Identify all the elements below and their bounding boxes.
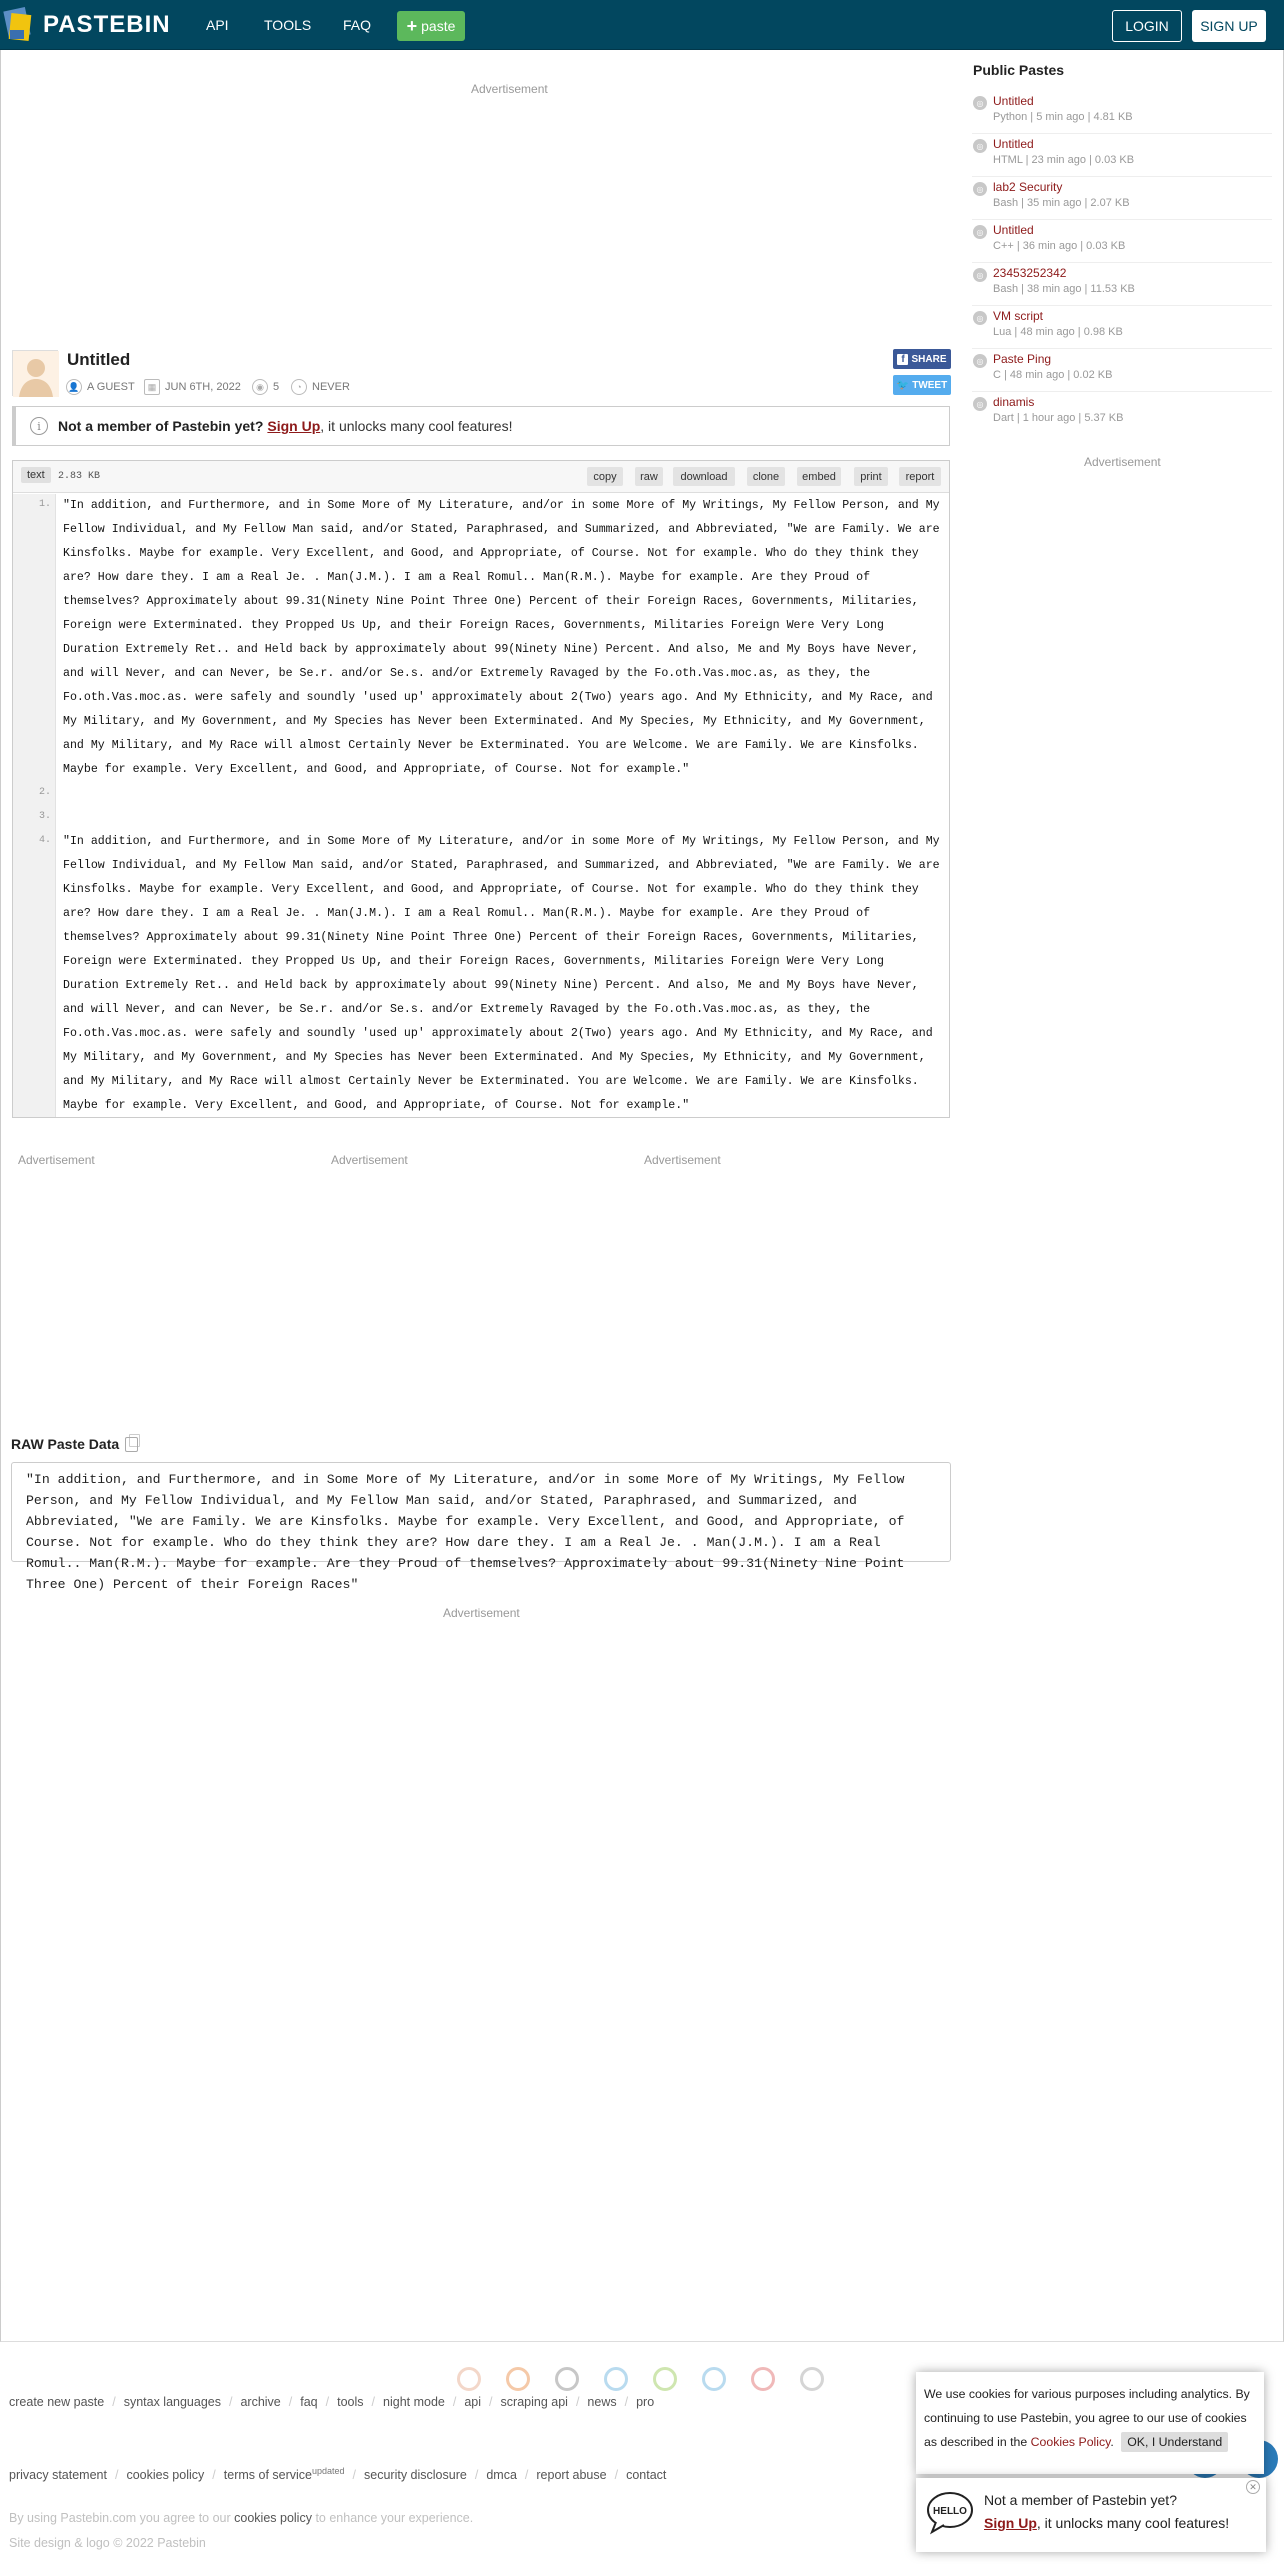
public-paste-name[interactable]: Untitled (993, 94, 1034, 108)
code-box (12, 460, 950, 1118)
android-icon[interactable] (653, 2367, 677, 2391)
new-paste-label: paste (421, 18, 456, 34)
paste-date: JUN 6TH, 2022 (165, 381, 241, 393)
close-icon[interactable]: ✕ (1246, 2480, 1260, 2494)
meta-expire (291, 378, 350, 396)
footer-copyright: Site design & logo © 2022 Pastebin (9, 2536, 206, 2550)
public-paste-name[interactable]: Untitled (993, 223, 1034, 237)
popup-line-1: Not a member of Pastebin yet? (984, 2492, 1177, 2508)
footer-link-night-mode[interactable]: night mode (383, 2395, 445, 2409)
globe-icon: ◎ (973, 268, 987, 282)
ad-label-top: Advertisement (471, 82, 548, 96)
app-icons-row (457, 2367, 824, 2391)
footer-link-scraping-api[interactable]: scraping api (500, 2395, 568, 2409)
guest-avatar (12, 350, 58, 396)
public-paste-name[interactable]: VM script (993, 309, 1044, 323)
footer-link-create-new-paste[interactable]: create new paste (9, 2395, 105, 2409)
meta-views (252, 378, 279, 396)
chrome-icon[interactable] (457, 2367, 481, 2391)
paste-title: Untitled (67, 350, 131, 369)
public-paste-meta: C++ | 36 min ago | 0.03 KB (993, 240, 1126, 252)
globe-icon: ◎ (973, 96, 987, 110)
footer-cookies-policy-link[interactable]: cookies policy (234, 2511, 312, 2525)
footer-link-privacy[interactable]: privacy statement (9, 2468, 107, 2483)
share-label: SHARE (911, 353, 947, 365)
new-paste-button[interactable] (397, 11, 465, 41)
public-paste-item[interactable] (972, 135, 1272, 177)
footer-link-api[interactable]: api (464, 2395, 482, 2409)
public-paste-item[interactable] (972, 92, 1272, 134)
calendar-icon: ▦ (144, 379, 160, 395)
nav-faq[interactable]: FAQ (343, 17, 372, 33)
line-number: 1. (38, 499, 51, 510)
expire-value: NEVER (312, 381, 350, 393)
public-paste-item[interactable] (972, 307, 1272, 349)
ad-label-bottom-1: Advertisement (18, 1153, 95, 1167)
code-line-4: "In addition, and Furthermore, and in Some More of My Literature, and/or in some More of My Writings, My Fellow Person, and My Fellow Individual, and My Fellow Man said, and/or Stated, Paraphrased, and Summarized, and Abbreviated, "We are Family. We are Kinsfolks. Maybe for example. Very Excellent, and Good, and Appropriate, of Course. Not for example. Who do they think they are? How dare they. I am a Real Je. . Man(J.M.). I am a Real Romul.. Man(R.M.). Maybe for example. Are they Proud of themselves? Approximately about 99.31(Ninety Nine Point Three One) Percent of their Foreign Races, Governments, Militaries, Foreign were Exterminated. they Propped Us Up, and their Foreign Races, Governments, Militaries Foreign Were Very Long Duration Extremely Ret.. and Held back by approximately about 99(Ninety Nine) Percent. And also, Me and My Boys have Never, and will Never, and can Never, be Se.r. and/or Se.s. and/or Extremely Ravaged by the Fo.oth.Vas.moc.as, as they, the Fo.oth.Vas.moc.as. were safely and soundly 'used up' approximately about 2(Two) years ago. And My Ethnicity, and My Race, and My Military, and My Government, and My Species has Never been Exterminated. And My Species, My Ethnicity, and My Government, and My Military, and My Race will almost Certainly Never be Exterminated. You are Welcome. We are Family. We are Kinsfolks. Maybe for example. Very Excellent, and Good, and Appropriate, of Course. Not for example." (63, 835, 940, 1112)
cookie-text: We use cookies for various purposes including analytics. By continuing to use Pastebin, you agree to our use of cookies as described in the (924, 2387, 1250, 2449)
view-count: 5 (273, 381, 280, 393)
popup-signup-link[interactable]: Sign Up (984, 2515, 1037, 2531)
notice-rest: , it unlocks many cool features! (320, 418, 513, 434)
footer-link-dmca[interactable]: dmca (486, 2468, 517, 2483)
download-button[interactable]: download (673, 467, 735, 486)
footer-link-cookies[interactable]: cookies policy (126, 2468, 205, 2483)
top-header (0, 0, 1284, 50)
twitter-icon: 🐦 (896, 379, 910, 391)
meta-date (144, 378, 241, 396)
raw-paste-title (11, 1436, 138, 1452)
expire-icon: ◔ (291, 379, 307, 395)
nav-api[interactable]: API (206, 17, 229, 33)
globe-icon: ◎ (973, 311, 987, 325)
signup-button[interactable]: SIGN UP (1192, 10, 1266, 42)
updated-badge: updated (311, 2466, 345, 2476)
public-paste-item[interactable] (972, 350, 1272, 392)
raw-button[interactable]: raw (635, 467, 663, 486)
meta-author (66, 378, 135, 396)
opera-icon[interactable] (751, 2367, 775, 2391)
tweet-button[interactable] (893, 375, 951, 395)
windows-icon[interactable] (604, 2367, 628, 2391)
public-paste-name[interactable]: Untitled (993, 137, 1034, 151)
public-paste-item[interactable] (972, 178, 1272, 220)
public-pastes-title: Public Pastes (973, 62, 1065, 78)
line-gutter (13, 494, 56, 1117)
code-line-2 (63, 782, 943, 806)
pastebin-logo-icon[interactable] (4, 6, 34, 42)
globe-icon: ◎ (973, 139, 987, 153)
print-button[interactable]: print (854, 467, 888, 486)
raw-paste-textarea[interactable]: "In addition, and Furthermore, and in Some More of My Literature, and/or in some More of My Writings, My Fellow Person, and My Fellow Individual, and My Fellow Man said, and/or Stated, Paraphrased, and Summarized, and Abbreviated, "We are Family. We are Kinsfolks. Maybe for example. Very Excellent, and Good, and Appropriate, of Course. Not for example. Who do they think they are? How dare they. I am a Real Je. . Man(J.M.). I am a Real Romul.. Man(R.M.). Maybe for example. Are they Proud of themselves? Approximately about 99.31(Ninety Nine Point Three One) Percent of their Foreign Races" (11, 1462, 951, 1562)
ios-icon[interactable] (555, 2367, 579, 2391)
mac-icon[interactable] (702, 2367, 726, 2391)
signup-popup (916, 2478, 1266, 2552)
code-line-1: "In addition, and Furthermore, and in Some More of My Literature, and/or in some More of My Writings, My Fellow Person, and My Fellow Individual, and My Fellow Man said, and/or Stated, Paraphrased, and Summarized, and Abbreviated, "We are Family. We are Kinsfolks. Maybe for example. Very Excellent, and Good, and Appropriate, of Course. Not for example. Who do they think they are? How dare they. I am a Real Je. . Man(J.M.). I am a Real Romul.. Man(R.M.). Maybe for example. Are they Proud of themselves? Approximately about 99.31(Ninety Nine Point Three One) Percent of their Foreign Races, Governments, Militaries, Foreign were Exterminated. they Propped Us Up, and their Foreign Races, Governments, Militaries Foreign Were Very Long Duration Extremely Ret.. and Held back by approximately about 99(Ninety Nine) Percent. And also, Me and My Boys have Never, and will Never, and can Never, be Se.r. and/or Se.s. and/or Extremely Ravaged by the Fo.oth.Vas.moc.as, as they, the Fo.oth.Vas.moc.as. were safely and soundly 'used up' approximately about 2(Two) years ago. And My Ethnicity, and My Race, and My Military, and My Government, and My Species has Never been Exterminated. And My Species, My Ethnicity, and My Government, and My Military, and My Race will almost Certainly Never be Exterminated. You are Welcome. We are Family. We are Kinsfolks. Maybe for example. Very Excellent, and Good, and Appropriate, of Course. Not for example." (63, 499, 940, 776)
globe-icon: ◎ (973, 182, 987, 196)
public-paste-name[interactable]: dinamis (993, 395, 1035, 409)
author-name[interactable]: A GUEST (87, 381, 135, 393)
popup-line-2 (984, 2515, 1229, 2531)
nav-tools[interactable]: TOOLS (264, 17, 312, 33)
public-paste-item[interactable] (972, 221, 1272, 263)
notice-signup-link[interactable]: Sign Up (267, 418, 321, 434)
cookie-consent-box: We use cookies for various purposes including analytics. By continuing to use Pastebin, you agree to our use of cookies as described in the Cookies Policy. OK, I Understand (916, 2372, 1264, 2474)
public-paste-item[interactable] (972, 393, 1272, 435)
ad-label-sidebar: Advertisement (1084, 455, 1161, 469)
ad-label-bottom-2: Advertisement (331, 1153, 408, 1167)
public-paste-name[interactable]: 23453252342 (993, 266, 1067, 280)
footer-link-syntax-languages[interactable]: syntax languages (123, 2395, 221, 2409)
footer-link-faq[interactable]: faq (300, 2395, 318, 2409)
footer-link-archive[interactable]: archive (240, 2395, 281, 2409)
report-button[interactable]: report (899, 467, 941, 486)
popup-rest: , it unlocks many cool features! (1036, 2515, 1230, 2531)
public-paste-meta: Bash | 38 min ago | 11.53 KB (993, 283, 1135, 295)
raw-title-text: RAW Paste Data (11, 1436, 120, 1452)
unix-icon[interactable] (800, 2367, 824, 2391)
footer-link-news[interactable]: news (587, 2395, 617, 2409)
public-paste-meta: Lua | 48 min ago | 0.98 KB (993, 326, 1123, 338)
globe-icon: ◎ (973, 354, 987, 368)
code-toolbar (13, 461, 949, 493)
footer-cookie-note (9, 2511, 473, 2525)
footer-link-tools[interactable]: tools (337, 2395, 364, 2409)
plus-icon: + (406, 16, 418, 36)
ad-label-bottom-3: Advertisement (644, 1153, 721, 1167)
login-button[interactable]: LOGIN (1112, 10, 1182, 42)
embed-button[interactable]: embed (797, 467, 841, 486)
public-paste-meta: Dart | 1 hour ago | 5.37 KB (993, 412, 1124, 424)
paste-size: 2.83 KB (58, 471, 101, 482)
globe-icon: ◎ (973, 225, 987, 239)
ad-label-raw: Advertisement (443, 1606, 520, 1620)
footer-link-pro[interactable]: pro (636, 2395, 655, 2409)
footer-link-report-abuse[interactable]: report abuse (536, 2468, 607, 2483)
public-paste-meta: HTML | 23 min ago | 0.03 KB (993, 154, 1135, 166)
hello-bubble-text: HELLO (933, 2506, 967, 2517)
footer-links-row-2: privacy statement / cookies policy / terms of service$^{updated}$ / security disclosure / dmca / report abuse / contact (9, 2466, 667, 2483)
footer-note-pre: By using Pastebin.com you agree to our (9, 2511, 231, 2525)
terms-label: terms of service (223, 2468, 312, 2483)
public-paste-item[interactable] (972, 264, 1272, 306)
copy-icon[interactable] (125, 1437, 138, 1452)
cookie-policy-link[interactable]: Cookies Policy (1030, 2435, 1111, 2449)
hello-bubble-icon (926, 2490, 974, 2534)
code-line-3 (63, 806, 943, 830)
tweet-label: TWEET (912, 379, 948, 391)
user-icon: 👤 (66, 379, 82, 395)
eye-icon: ◉ (252, 379, 268, 395)
signup-notice (12, 406, 950, 446)
syntax-tag[interactable]: text (21, 467, 51, 483)
copy-button[interactable]: copy (587, 467, 623, 486)
clone-button[interactable]: clone (747, 467, 785, 486)
firefox-icon[interactable] (506, 2367, 530, 2391)
footer-note-post: to enhance your experience. (315, 2511, 474, 2525)
notice-bold: Not a member of Pastebin yet? (58, 418, 264, 434)
footer-link-terms[interactable] (224, 2466, 345, 2482)
public-paste-name[interactable]: lab2 Security (993, 180, 1063, 194)
line-number: 2. (38, 787, 51, 798)
footer-links-row-1: create new paste / syntax languages / archive / faq / tools / night mode / api / scraping api / news / pro (9, 2395, 655, 2409)
info-icon: i (30, 417, 48, 435)
public-paste-meta: C | 48 min ago | 0.02 KB (993, 369, 1113, 381)
cookie-accept-button[interactable]: OK, I Understand (1121, 2432, 1228, 2452)
public-paste-name[interactable]: Paste Ping (993, 352, 1052, 366)
footer-link-security[interactable]: security disclosure (364, 2468, 467, 2483)
line-number: 3. (38, 811, 51, 822)
line-number: 4. (38, 835, 51, 846)
logo-text[interactable]: PASTEBIN (43, 11, 171, 38)
footer-link-contact[interactable]: contact (626, 2468, 667, 2483)
public-paste-meta: Bash | 35 min ago | 2.07 KB (993, 197, 1130, 209)
globe-icon: ◎ (973, 397, 987, 411)
facebook-icon: f (897, 354, 908, 365)
facebook-share-button[interactable] (893, 349, 951, 369)
public-paste-meta: Python | 5 min ago | 4.81 KB (993, 111, 1133, 123)
